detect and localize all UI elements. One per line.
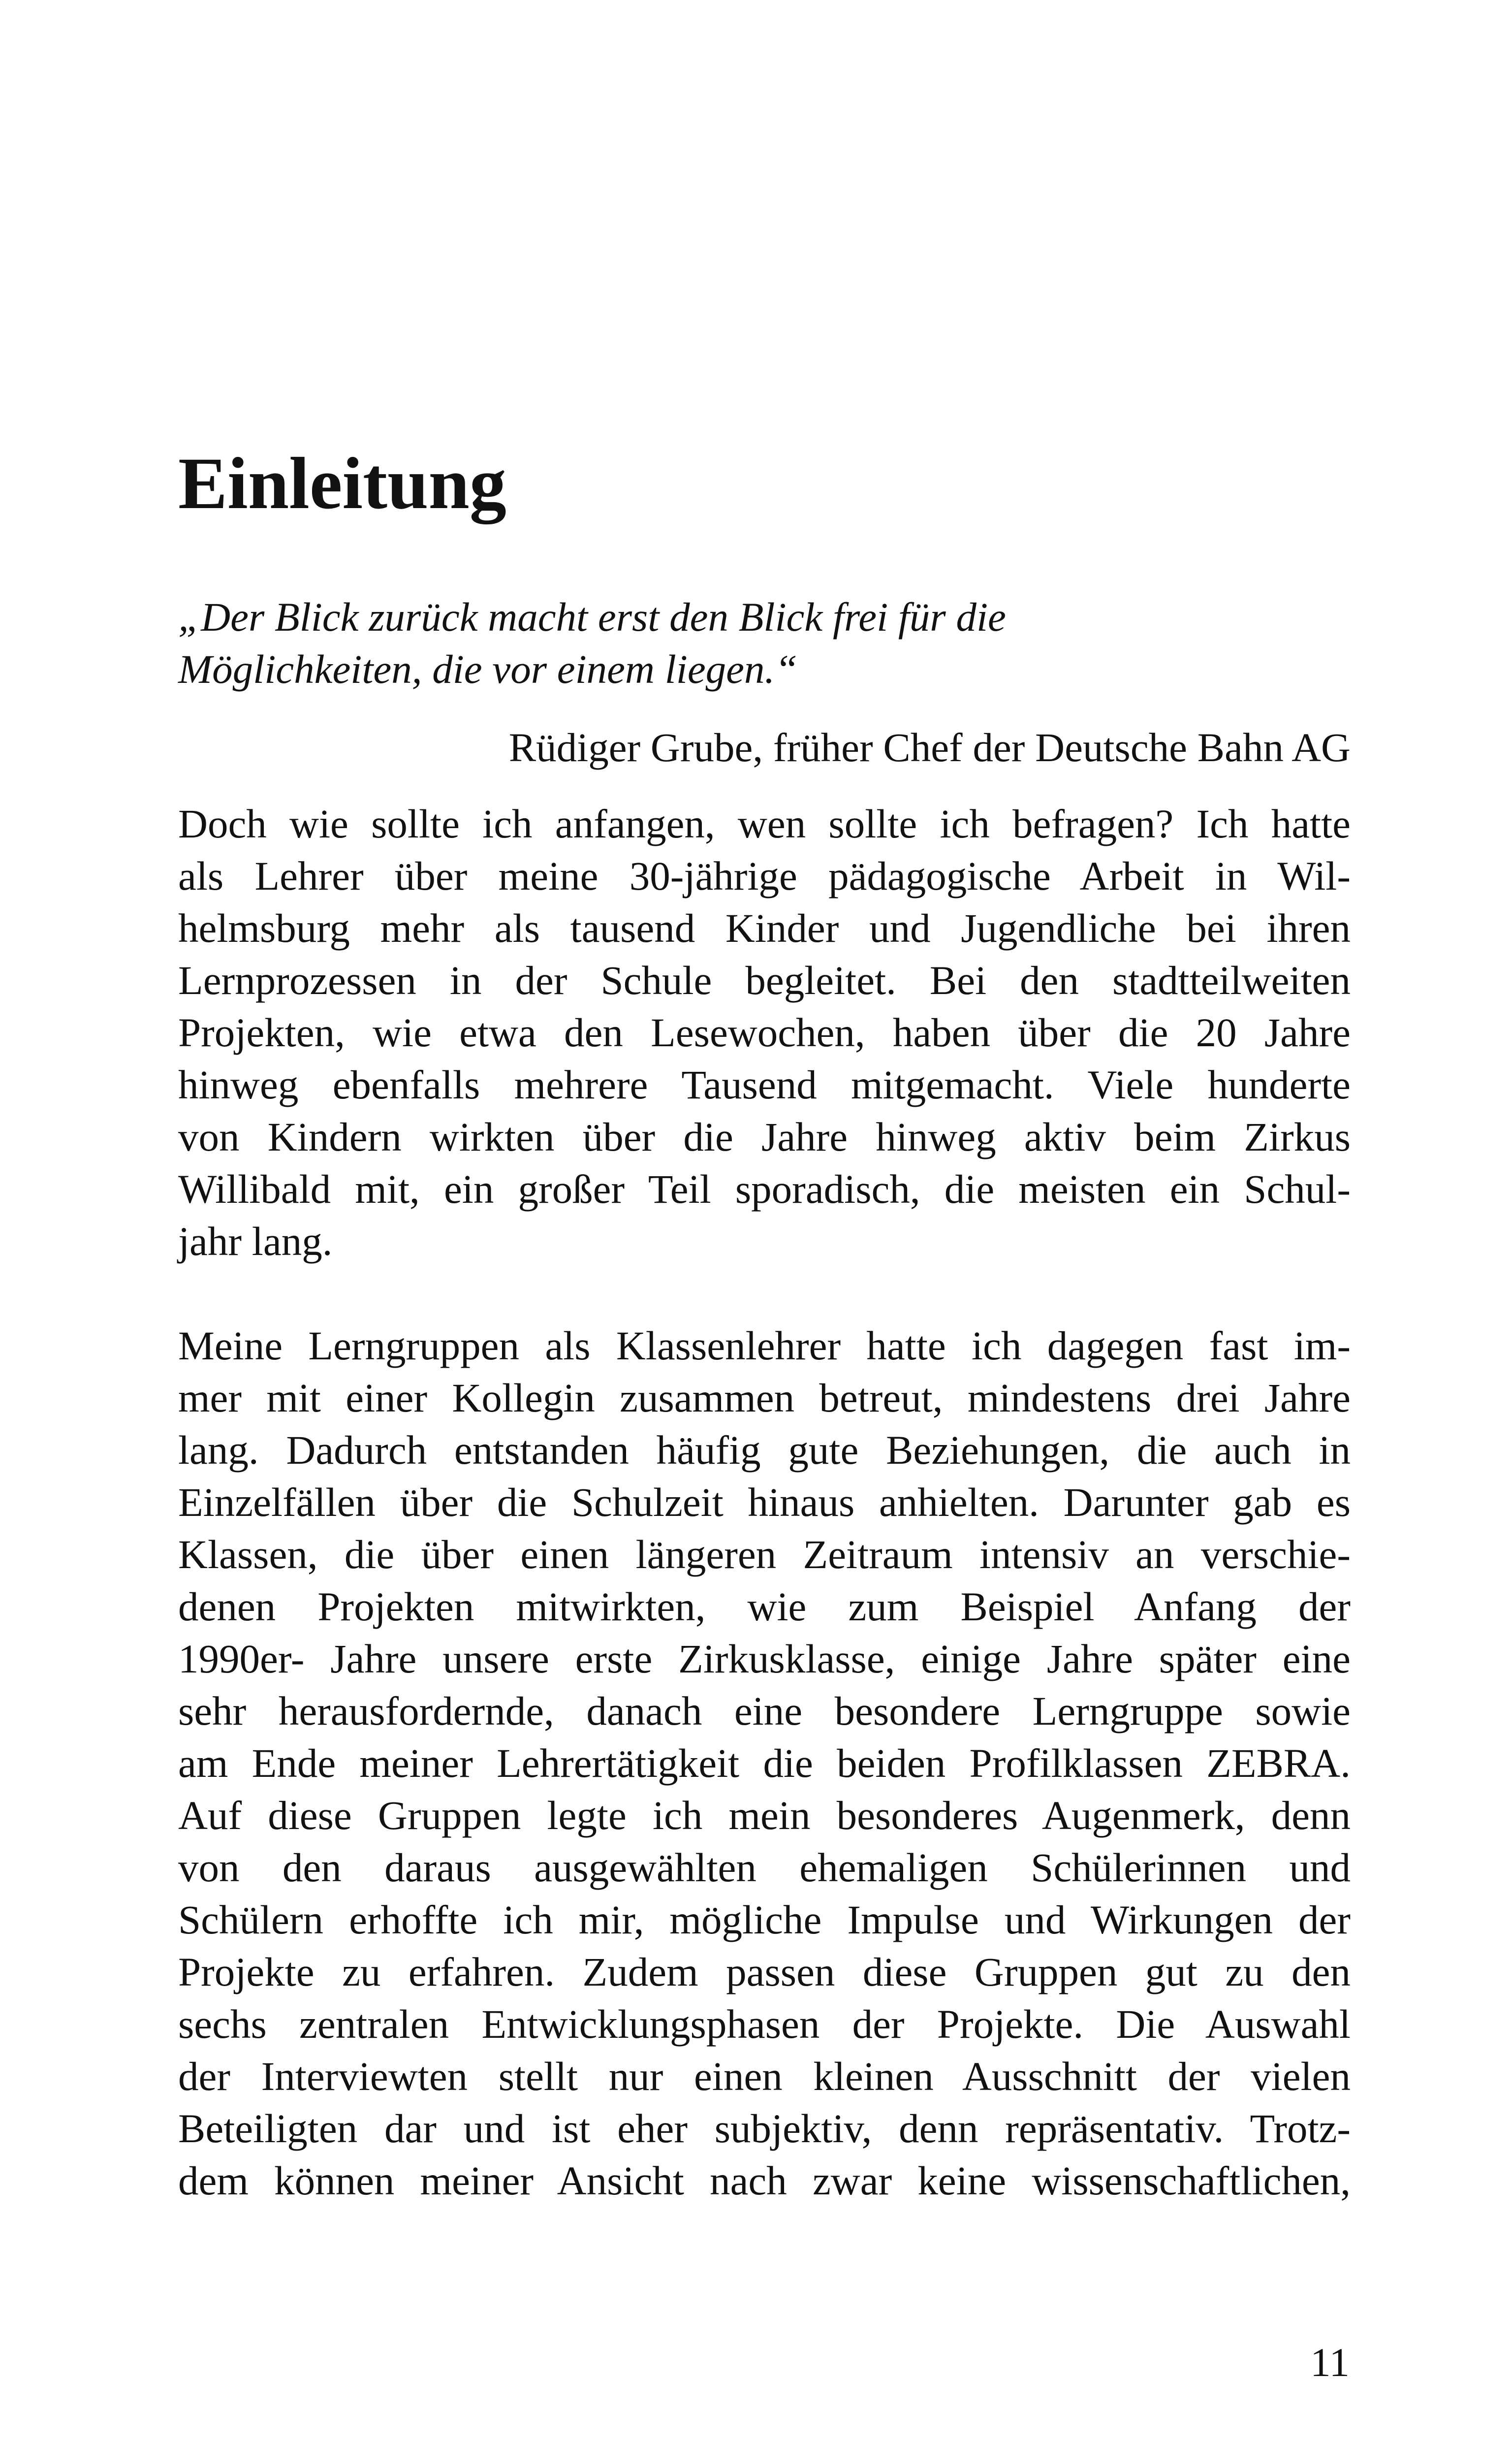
page-number: 11 — [1310, 2340, 1350, 2385]
text-line: von Kindern wirkten über die Jahre hinweg aktiv beim Zirkus — [178, 1114, 1351, 1159]
epigraph-line: Möglichkeiten, die vor einem liegen.“ — [178, 646, 798, 692]
text-line: Klassen, die über einen längeren Zeitraum intensiv an verschie- — [178, 1532, 1351, 1577]
text-line: dem können meiner Ansicht nach zwar keine wissenschaftlichen, — [178, 2158, 1351, 2203]
text-line: am Ende meiner Lehrertätigkeit die beiden Profilklassen ZEBRA. — [178, 1740, 1351, 1786]
text-line: sechs zentralen Entwicklungsphasen der Projekte. Die Auswahl — [178, 2001, 1351, 2047]
text-line: helmsburg mehr als tausend Kinder und Jugendliche bei ihren — [178, 905, 1351, 951]
text-line: sehr herausfordernde, danach eine besondere Lerngruppe sowie — [178, 1688, 1351, 1734]
text-line: von den daraus ausgewählten ehemaligen Schülerinnen und — [178, 1845, 1351, 1890]
text-line: 1990er- Jahre unsere erste Zirkusklasse, einige Jahre später eine — [178, 1636, 1351, 1681]
text-line: jahr lang. — [178, 1219, 333, 1264]
text-line: lang. Dadurch entstanden häufig gute Beziehungen, die auch in — [178, 1427, 1351, 1473]
text-line: Einzelfällen über die Schulzeit hinaus anhielten. Darunter gab es — [178, 1479, 1351, 1525]
text-line: Doch wie sollte ich anfangen, wen sollte ich befragen? Ich hatte — [178, 801, 1351, 846]
text-line: Meine Lerngruppen als Klassenlehrer hatte ich dagegen fast im- — [178, 1323, 1351, 1368]
text-line: mer mit einer Kollegin zusammen betreut, mindestens drei Jahre — [178, 1375, 1351, 1420]
text-line: Schülern erhoffte ich mir, mögliche Impulse und Wirkungen der — [178, 1897, 1351, 1942]
epigraph-attribution: Rüdiger Grube, früher Chef der Deutsche Bahn AG — [508, 725, 1351, 770]
text-line: Projekte zu erfahren. Zudem passen diese Gruppen gut zu den — [178, 1949, 1351, 1994]
text-line: Willibald mit, ein großer Teil sporadisch, die meisten ein Schul- — [178, 1166, 1351, 1212]
text-line: als Lehrer über meine 30-jährige pädagogische Arbeit in Wil- — [178, 853, 1351, 899]
epigraph-quote — [178, 591, 1359, 695]
epigraph-line: „Der Blick zurück macht erst den Blick frei für die — [178, 594, 1006, 640]
text-line: denen Projekten mitwirkten, wie zum Beispiel Anfang der — [178, 1584, 1351, 1629]
chapter-title: Einleitung — [178, 443, 506, 524]
text-line: Beteiligten dar und ist eher subjektiv, denn repräsentativ. Trotz- — [178, 2106, 1351, 2151]
text-line: Auf diese Gruppen legte ich mein besonderes Augenmerk, denn — [178, 1793, 1351, 1838]
text-line: Projekten, wie etwa den Lesewochen, haben über die 20 Jahre — [178, 1010, 1351, 1055]
text-line: hinweg ebenfalls mehrere Tausend mitgemacht. Viele hunderte — [178, 1062, 1351, 1107]
body-paragraph — [178, 1319, 1351, 2207]
text-line: der Interviewten stellt nur einen kleinen Ausschnitt der vielen — [178, 2054, 1351, 2099]
body-paragraph — [178, 798, 1351, 1267]
text-line: Lernprozessen in der Schule begleitet. Bei den stadtteilweiten — [178, 958, 1351, 1003]
